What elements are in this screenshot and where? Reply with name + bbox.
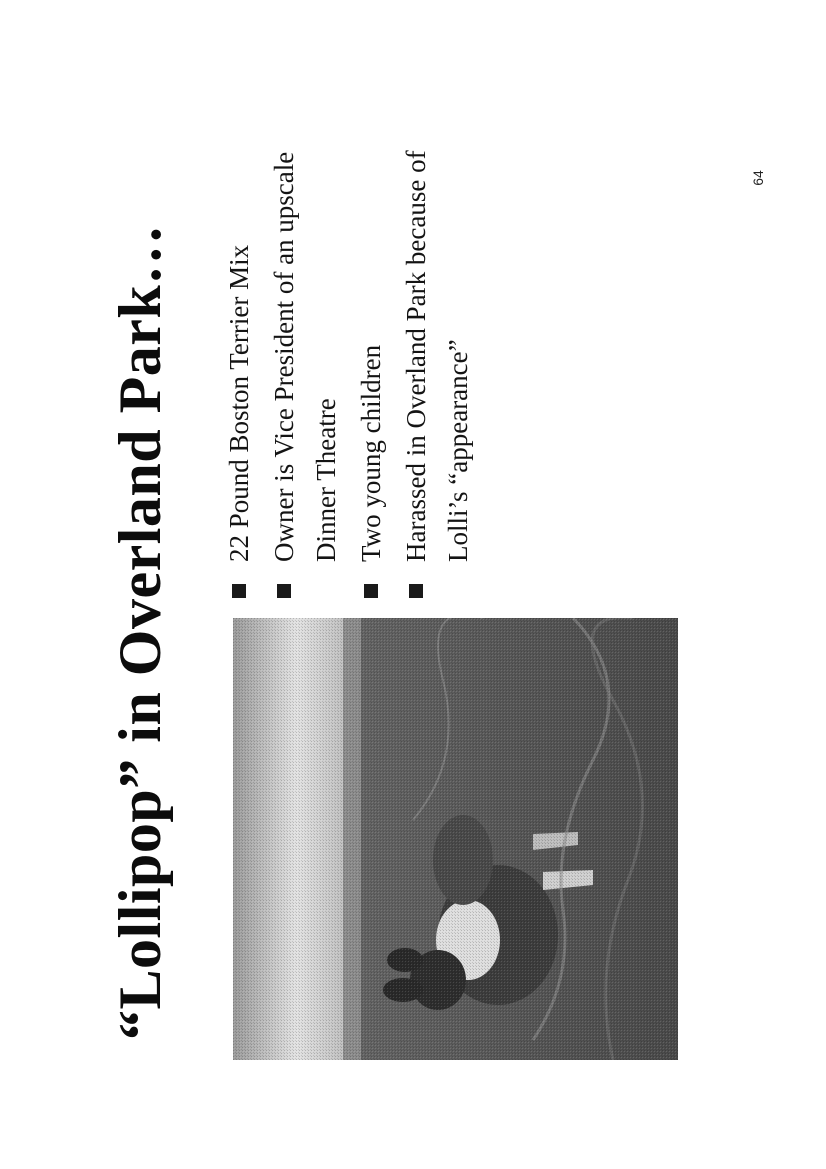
bullet-list [218,120,482,600]
square-bullet-icon [409,584,423,598]
bullet-text: Owner is Vice President of an upscale Dinner Theatre [269,151,341,562]
bullet-text: Harassed in Overland Park because of Lolli’s “appearance” [401,150,473,562]
bullet-item [263,120,347,600]
square-bullet-icon [277,584,291,598]
bullet-item [218,120,260,600]
bullet-text: 22 Pound Boston Terrier Mix [224,244,254,562]
square-bullet-icon [364,584,378,598]
square-bullet-icon [232,584,246,598]
bullet-item [395,120,479,600]
page-number: 64 [750,170,766,186]
slide-title: “Lollipop” in Overland Park… [107,224,173,1040]
dog-photo [233,618,678,1060]
bullet-text: Two young children [356,344,386,562]
bullet-item [350,120,392,600]
slide [100,80,780,1080]
